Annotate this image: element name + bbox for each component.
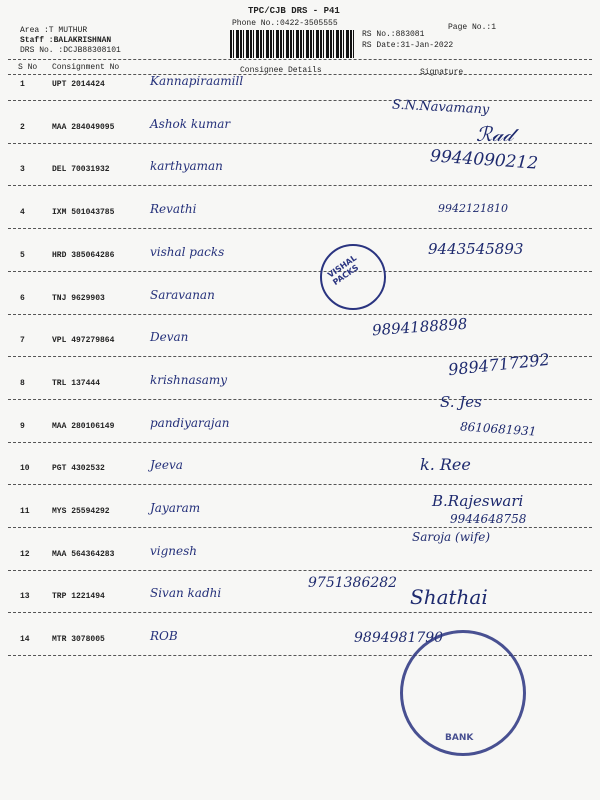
row-consignment-no: MAA 564364283 xyxy=(52,550,115,559)
row-consignment-no: IXM 501043785 xyxy=(52,208,115,217)
row-divider xyxy=(8,484,592,485)
row-consignment-no: TNJ 9629903 xyxy=(52,294,105,303)
row-consignee-name: krishnasamy xyxy=(150,373,228,387)
row-sno: 1 xyxy=(20,80,25,89)
stamp-label: VISHAL PACKS xyxy=(326,253,361,288)
row-sno: 2 xyxy=(20,123,25,132)
signature-phone: 9894981790 xyxy=(354,630,444,646)
row-divider xyxy=(8,100,592,101)
staff-label: Staff :BALAKRISHNAN xyxy=(20,36,112,45)
row-divider xyxy=(8,527,592,528)
header-divider xyxy=(8,59,592,60)
drs-number: DRS No. :DCJB88308101 xyxy=(20,46,121,55)
sheet-title: TPC/CJB DRS - P41 xyxy=(248,6,340,16)
row-sno: 3 xyxy=(20,165,25,174)
row-consignee-name: karthyaman xyxy=(150,159,223,173)
signature-phone: 9443545893 xyxy=(428,240,524,258)
rs-number: RS No.:883081 xyxy=(362,30,425,39)
row-sno: 5 xyxy=(20,251,25,260)
row-consignee-name: Sivan kadhi xyxy=(150,586,222,600)
row-consignee-name: vishal packs xyxy=(150,245,225,259)
row-divider xyxy=(8,570,592,571)
phone-number: Phone No.:0422-3505555 xyxy=(232,19,338,28)
row-sno: 10 xyxy=(20,464,30,473)
page-number: Page No.:1 xyxy=(448,23,497,32)
row-sno: 8 xyxy=(20,379,25,388)
row-sno: 13 xyxy=(20,592,30,601)
signature-phone: 9894188898 xyxy=(371,314,468,340)
bank-seal-stamp xyxy=(400,630,526,756)
row-divider xyxy=(8,228,592,229)
row-consignment-no: PGT 4302532 xyxy=(52,464,105,473)
row-consignee-name: Jayaram xyxy=(150,501,201,515)
row-divider xyxy=(8,314,592,315)
row-divider xyxy=(8,271,592,272)
row-divider xyxy=(8,442,592,443)
row-consignee-name: Ashok kumar xyxy=(150,117,231,131)
row-sno: 9 xyxy=(20,422,25,431)
row-sno: 7 xyxy=(20,336,25,345)
signature-phone: 9894717292 xyxy=(447,349,551,380)
row-sno: 12 xyxy=(20,550,30,559)
row-consignee-name: Jeeva xyxy=(150,458,183,472)
signature-text: S. Jes xyxy=(440,393,482,411)
signature-phone: 9944090212 xyxy=(429,146,539,174)
col-header-signature: Signature xyxy=(420,68,464,77)
row-consignment-no: TRL 137444 xyxy=(52,379,101,388)
signature-text: Shathai xyxy=(410,585,488,609)
row-consignee-name: vignesh xyxy=(150,544,198,558)
row-consignment-no: MTR 3078005 xyxy=(52,635,105,644)
row-sno: 11 xyxy=(20,507,30,516)
row-consignee-name: Saravanan xyxy=(150,288,215,302)
rs-date: RS Date:31-Jan-2022 xyxy=(362,41,454,50)
row-sno: 4 xyxy=(20,208,25,217)
vishal-packs-stamp xyxy=(320,244,386,310)
row-consignee-name: Kannapiraamill xyxy=(150,74,244,88)
row-consignment-no: UPT 2014424 xyxy=(52,80,105,89)
signature-phone: 9751386282 xyxy=(308,575,398,591)
row-consignee-name: ROB xyxy=(150,629,178,643)
row-consignee-name: Devan xyxy=(150,330,189,344)
row-consignment-no: TRP 1221494 xyxy=(52,592,105,601)
barcode xyxy=(230,30,356,58)
row-divider xyxy=(8,399,592,400)
row-sno: 14 xyxy=(20,635,30,644)
area-label: Area :T MUTHUR xyxy=(20,26,88,35)
row-divider xyxy=(8,185,592,186)
row-consignment-no: MAA 280106149 xyxy=(52,422,115,431)
row-sno: 6 xyxy=(20,294,25,303)
signature-text: B.Rajeswari xyxy=(432,492,524,510)
signature-scribble: ℛ𝒶𝒹 xyxy=(476,122,514,146)
row-divider xyxy=(8,612,592,613)
column-divider xyxy=(8,74,592,75)
row-consignment-no: HRD 385064286 xyxy=(52,251,115,260)
row-consignee-name: Revathi xyxy=(150,202,197,216)
signature-phone: 9944648758 xyxy=(450,512,527,526)
signature-text: k. Ree xyxy=(420,455,471,474)
signature-phone: 8610681931 xyxy=(459,419,537,439)
col-header-sno: S No xyxy=(18,63,38,72)
row-consignment-no: MAA 284049095 xyxy=(52,123,115,132)
col-header-consignee: Consignee Details xyxy=(240,66,322,75)
row-consignment-no: VPL 497279864 xyxy=(52,336,115,345)
row-consignee-name: pandiyarajan xyxy=(150,416,230,430)
stamp-label: BANK xyxy=(445,733,474,743)
signature-text: Saroja (wife) xyxy=(412,530,491,544)
row-consignment-no: DEL 70031932 xyxy=(52,165,110,174)
signature-text: S.N.Navamany xyxy=(391,97,490,118)
signature-phone: 9942121810 xyxy=(438,202,508,215)
row-consignment-no: MYS 25594292 xyxy=(52,507,110,516)
col-header-consignment: Consignment No xyxy=(52,63,120,72)
